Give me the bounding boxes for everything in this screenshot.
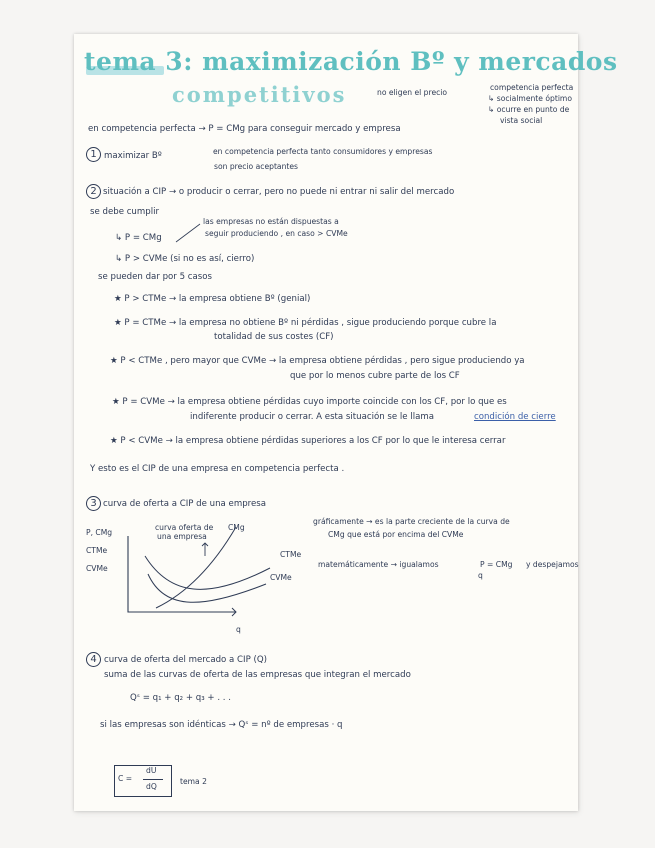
condition-note-2: seguir produciendo , en caso > CVMe bbox=[205, 229, 348, 238]
section-3-number: 3 bbox=[86, 496, 101, 511]
math-formula-end: y despejamos bbox=[526, 560, 579, 569]
graph-xlabel: q bbox=[236, 625, 241, 634]
formula-box-denominator: dQ bbox=[146, 782, 157, 791]
cmg-label: CMg bbox=[228, 523, 245, 532]
condition-p-cmg: ↳ P = CMg bbox=[115, 233, 162, 243]
footer-ref: tema 2 bbox=[180, 777, 207, 786]
section-4-desc: suma de las curvas de oferta de las empresas que integran el mercado bbox=[104, 670, 411, 680]
graph-note-1: gráficamente → es la parte creciente de la curva de bbox=[313, 517, 510, 526]
formula-box-prefix: C = bbox=[118, 774, 133, 783]
graph-ylabel-cvme: CVMe bbox=[86, 564, 108, 573]
math-note: matemáticamente → igualamos bbox=[318, 560, 439, 569]
market-supply-formula: Qˢ = q₁ + q₂ + q₃ + . . . bbox=[130, 693, 231, 703]
condition-label: se debe cumplir bbox=[90, 207, 160, 217]
page-subtitle: competitivos bbox=[172, 82, 347, 107]
section-1-desc-2: son precio aceptantes bbox=[214, 162, 298, 171]
case-1: ★ P > CTMe → la empresa obtiene Bº (genial) bbox=[114, 294, 311, 304]
formula-box-numerator: dU bbox=[146, 766, 157, 775]
graph-ylabel-price: P, CMg bbox=[86, 528, 113, 537]
section-1-number: 1 bbox=[86, 147, 101, 162]
math-formula-q: q bbox=[478, 571, 483, 580]
page-title: tema 3: maximización Bº y mercados bbox=[84, 47, 618, 76]
formula-box-fraction-line bbox=[143, 779, 163, 780]
case-4: ★ P = CVMe → la empresa obtiene pérdidas cuyo importe coincide con los CF, por lo que es bbox=[112, 397, 507, 407]
math-formula: P = CMg bbox=[480, 560, 513, 569]
case-2: ★ P = CTMe → la empresa no obtiene Bº ni pérdidas , sigue produciendo porque cubre la bbox=[114, 318, 497, 328]
section-4-number: 4 bbox=[86, 652, 101, 667]
closing-condition-highlight: condición de cierre bbox=[474, 412, 556, 422]
intro-line: en competencia perfecta → P = CMg para conseguir mercado y empresa bbox=[88, 124, 401, 134]
case-5: ★ P < CVMe → la empresa obtiene pérdidas superiores a los CF por lo que le interesa cerrar bbox=[110, 436, 506, 446]
condition-p-cvme: ↳ P > CVMe (si no es así, cierro) bbox=[115, 254, 255, 264]
side-note-4: vista social bbox=[500, 116, 543, 125]
section-1-desc-1: en competencia perfecta tanto consumidores y empresas bbox=[213, 147, 433, 156]
condition-note-1: las empresas no están dispuestas a bbox=[203, 217, 339, 226]
ctme-label: CTMe bbox=[280, 550, 302, 559]
section-2-heading: situación a CIP → o producir o cerrar, pero no puede ni entrar ni salir del mercado bbox=[103, 187, 455, 197]
side-note-1: competencia perfecta bbox=[490, 83, 574, 92]
identical-firms-formula: si las empresas son idénticas → Qˢ = nº de empresas · q bbox=[100, 720, 343, 730]
cvme-label: CVMe bbox=[270, 573, 292, 582]
case-2-cont: totalidad de sus costes (CF) bbox=[214, 332, 334, 342]
price-note: no eligen el precio bbox=[377, 88, 448, 97]
graph-note-2: CMg que está por encima del CVMe bbox=[328, 530, 464, 539]
case-3-cont: que por lo menos cubre parte de los CF bbox=[290, 371, 460, 381]
supply-curve-label-1: curva oferta de bbox=[155, 523, 214, 532]
section-2-number: 2 bbox=[86, 184, 101, 199]
side-note-3: ↳ ocurre en punto de bbox=[488, 105, 570, 114]
graph-ylabel-ctme: CTMe bbox=[86, 546, 108, 555]
section-4-heading: curva de oferta del mercado a CIP (Q) bbox=[104, 655, 267, 665]
section-2-summary: Y esto es el CIP de una empresa en competencia perfecta . bbox=[90, 464, 345, 474]
side-note-2: ↳ socialmente óptimo bbox=[488, 94, 572, 103]
case-4-cont: indiferente producir o cerrar. A esta situación se le llama bbox=[190, 412, 435, 422]
case-3: ★ P < CTMe , pero mayor que CVMe → la empresa obtiene pérdidas , pero sigue produciendo ya bbox=[110, 356, 525, 366]
section-1-label: maximizar Bº bbox=[104, 151, 162, 161]
supply-curve-label-2: una empresa bbox=[157, 532, 207, 541]
section-3-heading: curva de oferta a CIP de una empresa bbox=[103, 499, 267, 509]
cases-intro: se pueden dar por 5 casos bbox=[98, 272, 212, 282]
